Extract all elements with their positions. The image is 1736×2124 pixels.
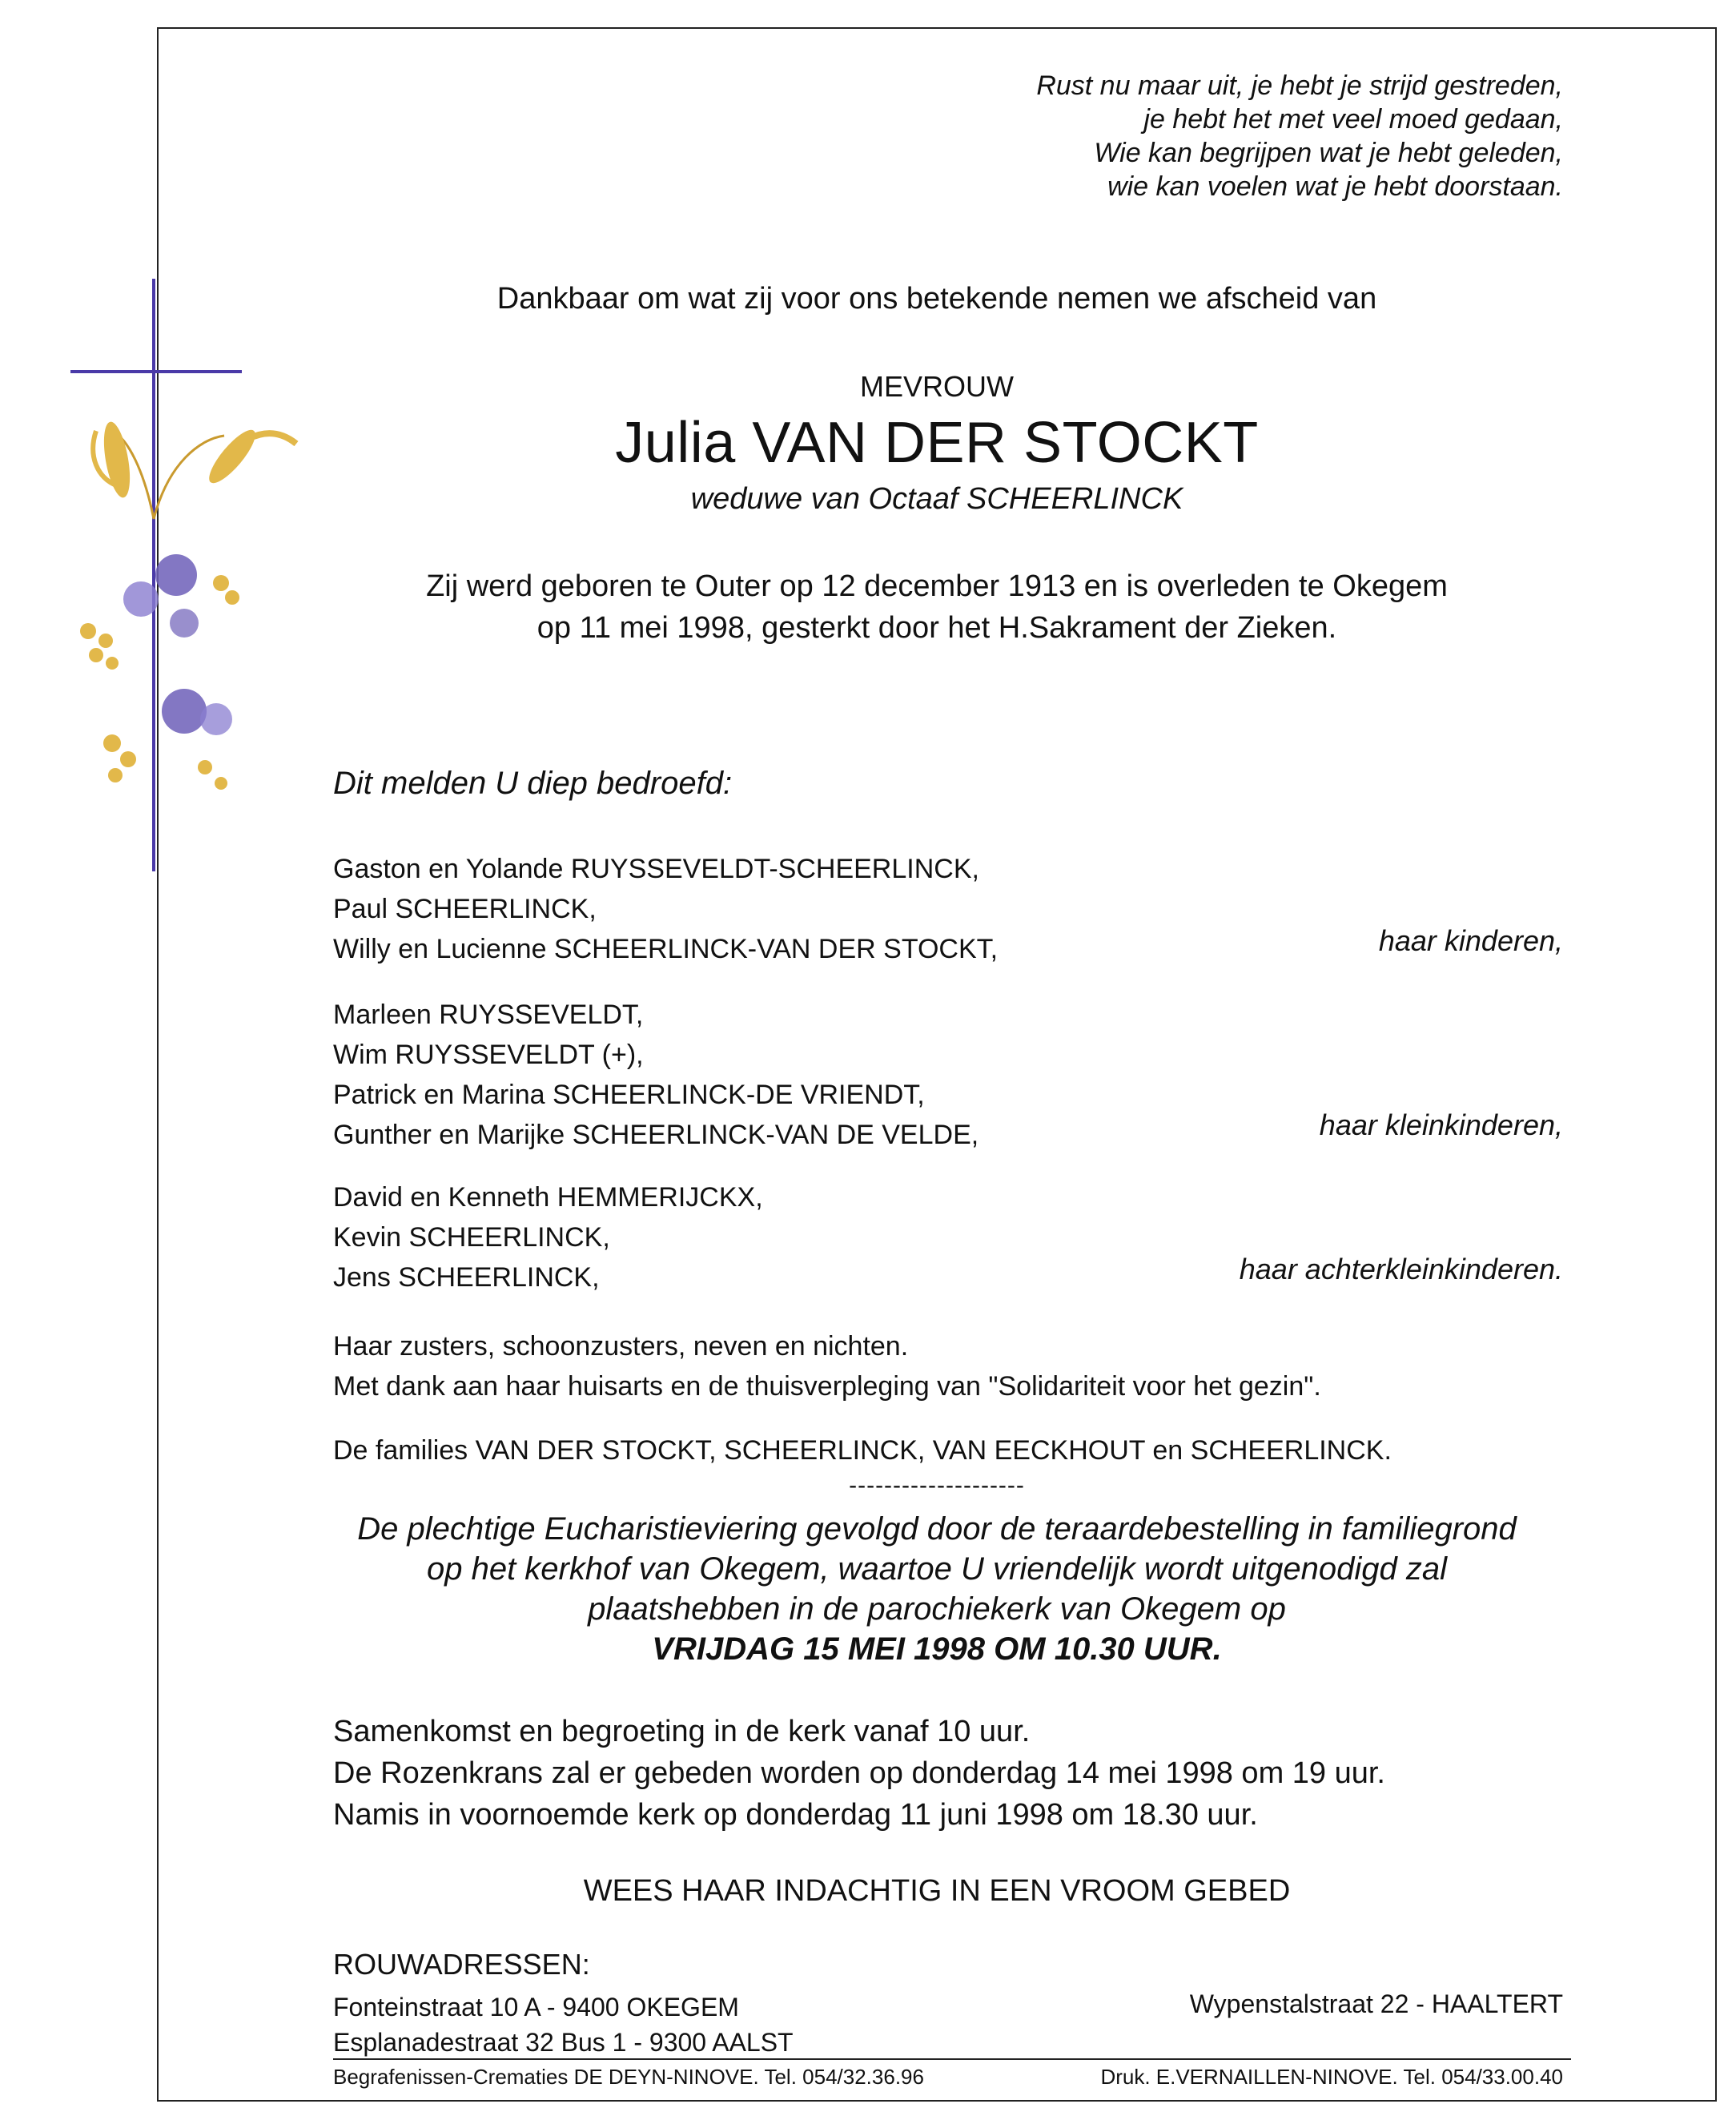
title-prefix: MEVROUW: [860, 370, 1014, 403]
poem-line: Wie kan begrijpen wat je hebt geleden,: [1094, 138, 1563, 168]
poem: [1036, 69, 1563, 203]
addresses-heading: ROUWADRESSEN:: [333, 1948, 590, 1981]
deceased-name: Julia VAN DER STOCKT: [615, 411, 1259, 475]
divider-dashes: --------------------: [849, 1472, 1025, 1498]
great-grandchildren-list: [333, 1177, 763, 1297]
poem-line: je hebt het met veel moed gedaan,: [1143, 104, 1563, 135]
address-line: Fonteinstraat 10 A - 9400 OKEGEM: [333, 1993, 739, 2021]
family-member: Kevin SCHEERLINCK,: [333, 1222, 610, 1253]
ceremony-line: op het kerkhof van Okegem, waartoe U vriendelijk wordt uitgenodigd zal: [426, 1551, 1448, 1587]
family-member: Patrick en Marina SCHEERLINCK-DE VRIENDT,: [333, 1080, 925, 1110]
grandchildren-list: [333, 995, 979, 1155]
relatives: [333, 1326, 1321, 1406]
family-member: Gaston en Yolande RUYSSEVELDT-SCHEERLINCK,: [333, 854, 979, 884]
family-member: David en Kenneth HEMMERIJCKX,: [333, 1182, 763, 1213]
schedule-line: Namis in voornoemde kerk op donderdag 11 juni 1998 om 18.30 uur.: [333, 1798, 1258, 1832]
birth-line: Zij werd geboren te Outer op 12 december 1913 en is overleden te Okegem: [426, 569, 1448, 603]
relatives-line: Haar zusters, schoonzusters, neven en nichten.: [333, 1331, 909, 1362]
ceremony-info: [157, 1509, 1717, 1669]
ceremony-line: De plechtige Eucharistieviering gevolgd door de teraardebestelling in familiegrond: [357, 1511, 1517, 1547]
family-member: Paul SCHEERLINCK,: [333, 894, 597, 924]
schedule-line: De Rozenkrans zal er gebeden worden op donderdag 14 mei 1998 om 19 uur.: [333, 1756, 1385, 1790]
widow-line: weduwe van Octaaf SCHEERLINCK: [690, 482, 1183, 516]
address-right: Wypenstalstraat 22 - HAALTERT: [1189, 1989, 1563, 2018]
ceremony-line: plaatshebben in de parochiekerk van Okegem op: [588, 1591, 1286, 1627]
family-member: Jens SCHEERLINCK,: [333, 1262, 600, 1293]
schedule-line: Samenkomst en begroeting in de kerk vanaf 10 uur.: [333, 1715, 1031, 1748]
families-line: De families VAN DER STOCKT, SCHEERLINCK, VAN EECKHOUT en SCHEERLINCK.: [333, 1435, 1392, 1466]
footer-printer: Druk. E.VERNAILLEN-NINOVE. Tel. 054/33.00.40: [1100, 2065, 1563, 2089]
children-role: haar kinderen,: [1378, 924, 1563, 957]
footer-funeral-home: Begrafenissen-Crematies DE DEYN-NINOVE. Tel. 054/32.36.96: [333, 2065, 924, 2089]
prayer-line: WEES HAAR INDACHTIG IN EEN VROOM GEBED: [583, 1874, 1291, 1908]
addresses-left: [333, 1989, 794, 2060]
birth-line: op 11 mei 1998, gesterkt door het H.Sakrament der Zieken.: [536, 611, 1337, 645]
relatives-line: Met dank aan haar huisarts en de thuisverpleging van "Solidariteit voor het gezin".: [333, 1371, 1321, 1402]
intro-text: Dankbaar om wat zij voor ons betekende nemen we afscheid van: [496, 282, 1377, 316]
birth-death-info: [157, 565, 1717, 649]
announce-text: Dit melden U diep bedroefd:: [333, 766, 733, 801]
ceremony-date: VRIJDAG 15 MEI 1998 OM 10.30 UUR.: [652, 1631, 1222, 1667]
great-grandchildren-role: haar achterkleinkinderen.: [1239, 1253, 1563, 1285]
address-line: Esplanadestraat 32 Bus 1 - 9300 AALST: [333, 2028, 794, 2057]
footer-rule: [333, 2058, 1571, 2060]
family-member: Marleen RUYSSEVELDT,: [333, 1000, 644, 1030]
children-list: [333, 849, 998, 969]
grandchildren-role: haar kleinkinderen,: [1319, 1108, 1563, 1141]
family-member: Wim RUYSSEVELDT (+),: [333, 1040, 644, 1070]
poem-line: wie kan voelen wat je hebt doorstaan.: [1107, 171, 1563, 202]
poem-line: Rust nu maar uit, je hebt je strijd gestreden,: [1036, 70, 1563, 101]
schedule: [333, 1711, 1385, 1836]
family-member: Willy en Lucienne SCHEERLINCK-VAN DER STOCKT,: [333, 934, 999, 964]
family-member: Gunther en Marijke SCHEERLINCK-VAN DE VELDE,: [333, 1120, 979, 1150]
